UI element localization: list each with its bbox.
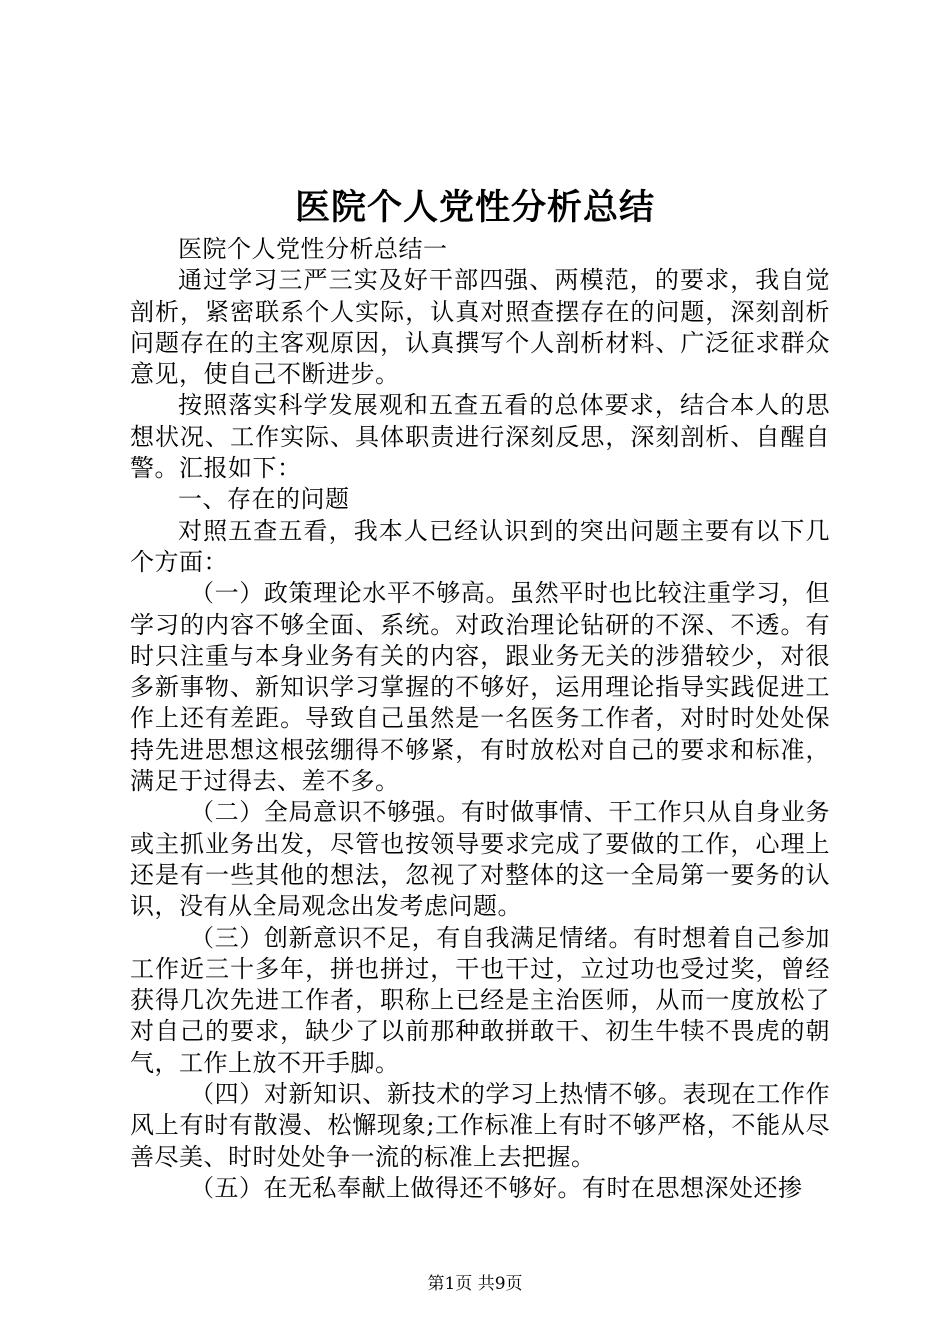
page-number-footer: 第1页 共9页 [427, 1274, 523, 1294]
paragraph-problem-4: （四）对新知识、新技术的学习上热情不够。表现在工作作风上有时有散漫、松懈现象;工作标准上有时不够严格，不能从尽善尽美、时时处处争一流的标准上去把握。 [130, 1080, 830, 1171]
paragraph-intro: 通过学习三严三实及好干部四强、两模范，的要求，我自觉剖析，紧密联系个人实际，认真对照查摆存在的问题，深刻剖析问题存在的主客观原因，认真撰写个人剖析材料、广泛征求群众意见，使自己不断进步。 [130, 266, 830, 389]
paragraph-problems-intro: 对照五查五看，我本人已经认识到的突出问题主要有以下几个方面： [130, 516, 830, 576]
heading-existing-problems: 一、存在的问题 [178, 485, 350, 514]
paragraph-problem-1: （一）政策理论水平不够高。虽然平时也比较注重学习，但学习的内容不够全面、系统。对政治理论钻研的不深、不透。有时只注重与本身业务有关的内容，跟业务无关的涉猎较少，对很多新事物、新知识学习掌握的不够好，运用理论指导实践促进工作上还有差距。导致自己虽然是一名医务工作者，对时时处处保持先进思想这根弦绷得不够紧，有时放松对自己的要求和标准，满足于过得去、差不多。 [130, 579, 830, 796]
paragraph-problem-2: （二）全局意识不够强。有时做事情、干工作只从自身业务或主抓业务出发，尽管也按领导要求完成了要做的工作，心理上还是有一些其他的想法，忽视了对整体的这一全局第一要务的认识，没有从全局观念出发考虑问题。 [130, 798, 830, 921]
paragraph-problem-3: （三）创新意识不足，有自我满足情绪。有时想着自己参加工作近三十多年，拼也拼过，干也干过，立过功也受过奖，曾经获得几次先进工作者，职称上已经是主治医师，从而一度放松了对自己的要求，缺少了以前那种敢拼敢干、初生牛犊不畏虎的朝气，工作上放不开手脚。 [130, 923, 830, 1077]
paragraph-problem-5: （五）在无私奉献上做得还不够好。有时在思想深处还掺 [190, 1173, 803, 1202]
document-body [130, 234, 830, 1204]
section-heading: 医院个人党性分析总结一 [178, 235, 448, 263]
paragraph-requirements: 按照落实科学发展观和五查五看的总体要求，结合本人的思想状况、工作实际、具体职责进行深刻反思，深刻剖析、自醒自警。汇报如下： [130, 391, 830, 483]
document-title: 医院个人党性分析总结 [294, 187, 655, 228]
